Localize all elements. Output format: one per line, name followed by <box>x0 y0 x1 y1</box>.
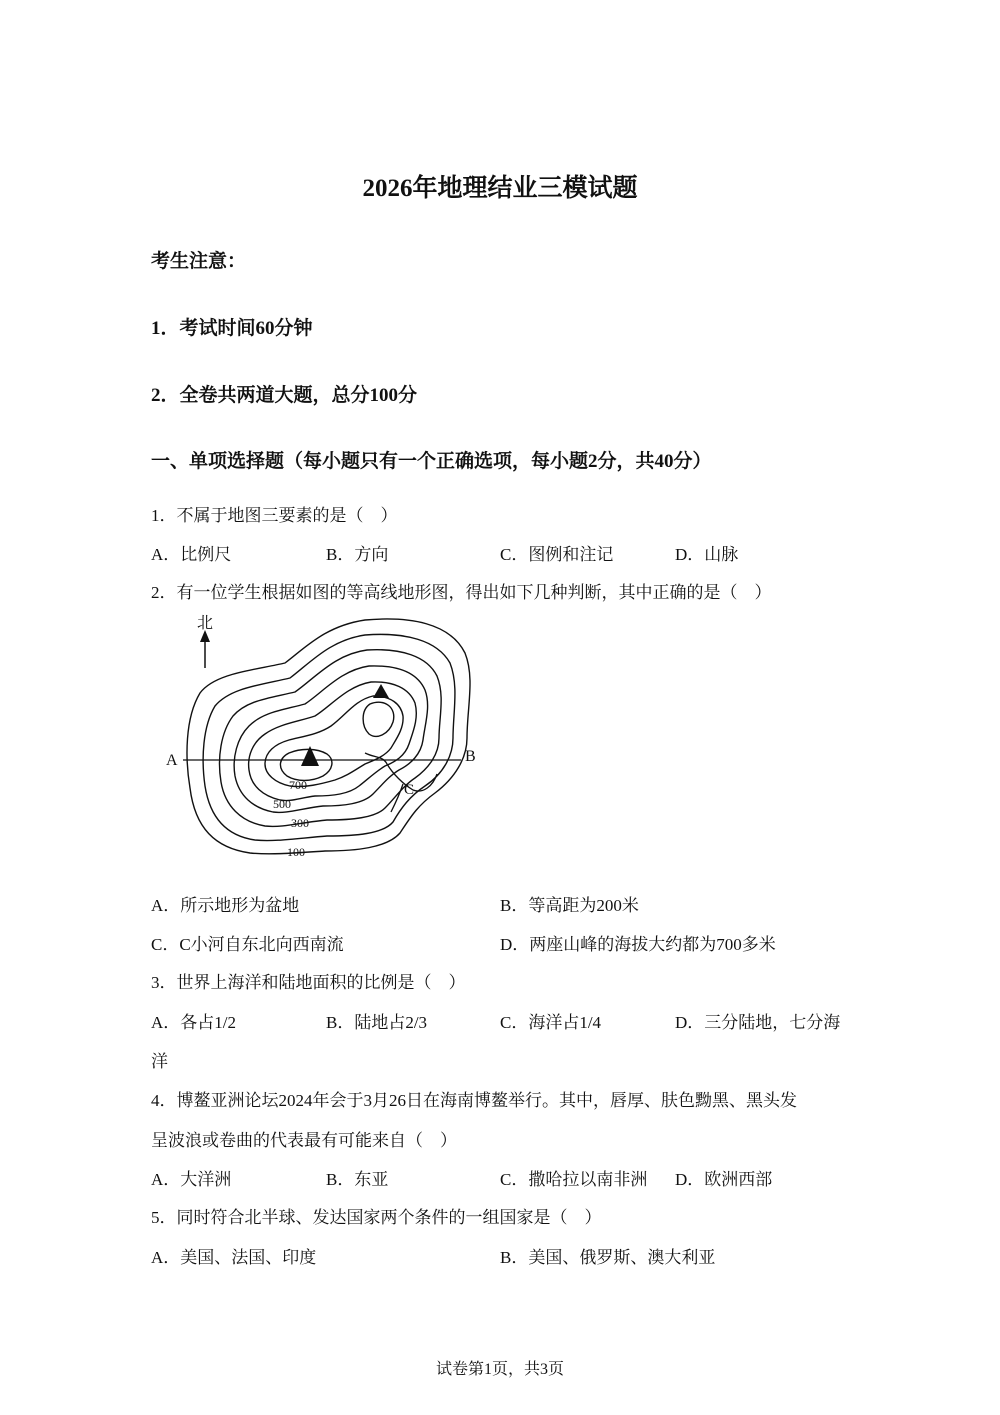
contour-line-north-peak <box>363 702 394 736</box>
notice-heading: 考生注意： <box>151 251 247 272</box>
question-3-option-c: C．海洋占1/4 <box>500 1013 602 1032</box>
contour-map-figure <box>155 608 495 863</box>
contour-label-100: 100 <box>287 845 305 859</box>
question-2-option-c: C．C小河自东北向西南流 <box>151 935 344 954</box>
question-3-option-d: D．三分陆地，七分海 <box>675 1013 841 1032</box>
contour-line-400 <box>234 666 427 812</box>
question-1-option-c: C．图例和注记 <box>500 545 614 564</box>
question-1-option-d: D．山脉 <box>675 545 739 564</box>
question-4-option-c: C．撒哈拉以南非洲 <box>500 1170 648 1189</box>
contour-label-300: 300 <box>291 816 309 830</box>
question-4-stem-line-1: 4．博鳌亚洲论坛2024年会于3月26日在海南博鳌举行。其中，唇厚、肤色黝黑、黑头发 <box>151 1091 797 1110</box>
contour-line-100 <box>187 619 470 854</box>
north-label: 北 <box>197 615 214 632</box>
question-5-option-a: A．美国、法国、印度 <box>151 1248 317 1267</box>
point-label-b: B <box>465 748 476 765</box>
peak-marker-north <box>373 684 389 698</box>
question-2-stem: 2．有一位学生根据如图的等高线地形图，得出如下几种判断，其中正确的是（ ） <box>151 583 772 602</box>
point-label-c: C <box>404 782 415 798</box>
question-3-option-b: B．陆地占2/3 <box>326 1013 428 1032</box>
question-4-option-d: D．欧洲西部 <box>675 1170 773 1189</box>
question-2-option-a: A．所示地形为盆地 <box>151 896 300 915</box>
question-1-option-b: B．方向 <box>326 545 389 564</box>
contour-line-600 <box>265 696 403 787</box>
notice-item-2: 2．全卷共两道大题，总分100分 <box>151 385 418 406</box>
point-label-a: A <box>166 752 178 769</box>
question-3-option-d-wrap: 洋 <box>151 1052 168 1071</box>
river-c-branch <box>391 784 403 812</box>
contour-label-500: 500 <box>273 797 291 811</box>
question-3-stem: 3．世界上海洋和陆地面积的比例是（ ） <box>151 973 466 992</box>
question-5-option-b: B．美国、俄罗斯、澳大利亚 <box>500 1248 716 1267</box>
contour-line-300 <box>220 650 442 827</box>
question-5-stem: 5．同时符合北半球、发达国家两个条件的一组国家是（ ） <box>151 1208 602 1227</box>
section-heading: 一、单项选择题（每小题只有一个正确选项，每小题2分，共40分） <box>151 451 712 472</box>
question-2-option-b: B．等高距为200米 <box>500 896 639 915</box>
question-3-option-a: A．各占1/2 <box>151 1013 236 1032</box>
question-4-option-a: A．大洋洲 <box>151 1170 232 1189</box>
page-footer: 试卷第1页，共3页 <box>435 1361 564 1378</box>
contour-label-700: 700 <box>289 778 307 792</box>
question-4-stem-line-2: 呈波浪或卷曲的代表最有可能来自（ ） <box>151 1131 457 1150</box>
question-4-option-b: B．东亚 <box>326 1170 389 1189</box>
notice-item-1: 1．考试时间60分钟 <box>151 318 313 339</box>
question-1-option-a: A．比例尺 <box>151 545 232 564</box>
question-2-option-d: D．两座山峰的海拔大约都为700多米 <box>500 935 776 954</box>
exam-title: 2026年地理结业三模试题 <box>362 175 638 202</box>
question-1-stem: 1．不属于地图三要素的是（ ） <box>151 506 398 525</box>
